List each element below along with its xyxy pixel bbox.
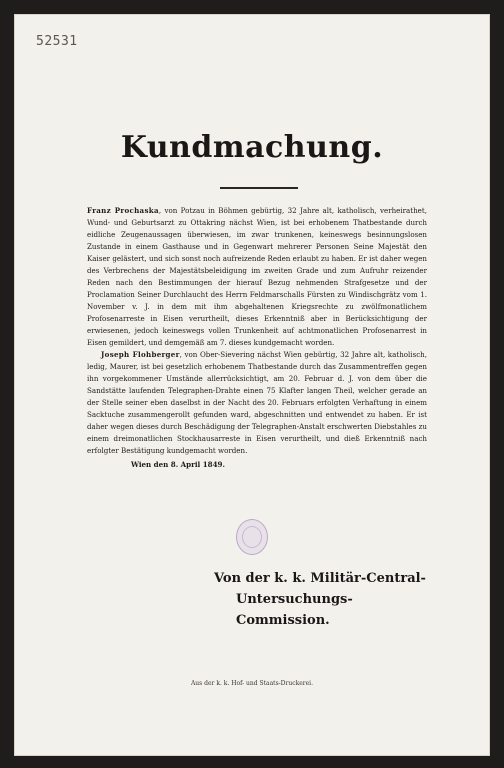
- page-title: Kundmachung.: [120, 130, 384, 165]
- library-stamp: [236, 519, 268, 555]
- title-divider: [220, 187, 298, 189]
- paragraph-text: , von Ober-Sievering nächst Wien gebürtig, 32 Jahre alt, katholisch, ledig, Maurer, ist bei gesetzlich erhobenem Thatbestande durch das Zusammentreffen gegen ihn vorgekommener Umstände allerrücksichtigt, am 20. Februar d. J. von dem über die Sandstätte laufenden Telegraphen-Drahte einen 75 Klafter langen Theil, welcher gerade an der Stelle seiner eben daselbst in der Nacht des 20. Februars erfolgten Verhaftung in einem Sacktuche zusammengerollt gefunden ward, abgeschnitten und entwendet zu haben. Er ist daher wegen dieses durch Beschädigung der Telegraphen-Anstalt erschwerten Diebstahles zu einem dreimonatlichen Stockhausarreste in Eisen verurtheilt, und dieß Erkenntniß nach erfolgter Bestätigung kundgemacht worden.: [87, 350, 428, 455]
- paragraph-flohberger: [87, 349, 427, 457]
- issuing-authority: [214, 568, 434, 631]
- printer-imprint: Aus der k. k. Hof- und Staats-Druckerei.: [190, 680, 314, 687]
- dateline: Wien den 8. April 1849.: [131, 460, 225, 469]
- announcement-body: [87, 205, 427, 471]
- authority-line-2: Untersuchungs-Commission.: [236, 592, 353, 628]
- paragraph-prochaska: [87, 205, 427, 349]
- paragraph-text: , von Potzau in Böhmen gebürtig, 32 Jahre alt, katholisch, verheirathet, Wund- und Geburtsarzt zu Ottakring nächst Wien, ist bei erhobenem Thatbestande durch eidliche Zeugenaussagen überwiesen, im zwar trunkenen, keineswegs besinnungslosen Zustande in einem Gasthause und in Gegenwart mehrerer Personen Seine Majestät den Kaiser gelästert, und sich sonst noch aufreizende Reden erlaubt zu haben. Er ist daher wegen des Verbrechens der Majestätsbeleidigung im zweiten Grade und zum Aufruhr reizender Reden nach den Bestimmungen der hierauf Bezug nehmenden Strafgesetze und der Proclamation Seiner Durchlaucht des Herrn Feldmarschalls Fürsten zu Windischgrätz vom 1. November v. J. in dem mit ihm abgehaltenen Kriegsrechte zu zwölfmonatlichem Profosenarreste in Eisen verurtheilt, dieses Erkenntniß aber in Berücksichtigung der erwiesenen, jedoch keineswegs vollen Trunkenheit auf achtmonatlichen Profosenarrest in Eisen gemildert, und demgemäß am 7. dieses kundgemacht worden.: [87, 206, 427, 347]
- name-prochaska: Franz Prochaska: [87, 206, 159, 215]
- shelfmark-number: 52531: [36, 34, 78, 49]
- authority-line-1: Von der k. k. Militär-Central-: [214, 571, 426, 586]
- name-flohberger: Joseph Flohberger: [101, 350, 180, 359]
